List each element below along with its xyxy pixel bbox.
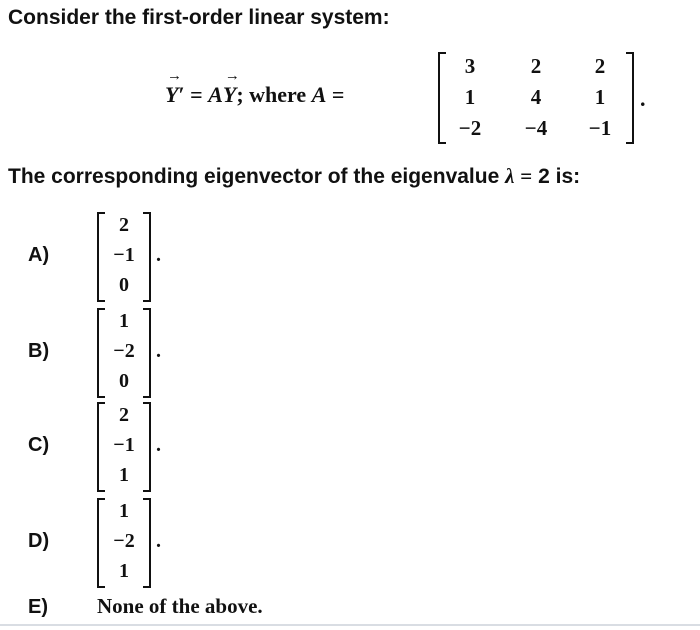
option-d-label[interactable]: D) — [28, 530, 50, 552]
vector-entry: −1 — [113, 434, 135, 456]
option-e-text[interactable]: None of the above. — [97, 594, 263, 618]
matrix-cell: 1 — [464, 85, 476, 109]
vector-entry: 1 — [119, 464, 129, 486]
option-a-vector[interactable] — [97, 212, 151, 302]
matrix-left-bracket — [438, 52, 446, 144]
matrix-cell: −1 — [588, 116, 612, 140]
vector-arrow-icon: → — [224, 68, 240, 84]
vector-entry: 1 — [119, 560, 129, 582]
lambda-symbol: λ — [505, 164, 515, 188]
option-d-period: . — [156, 530, 161, 552]
system-equation: → Y′ = A → Y; where A = — [165, 68, 345, 107]
vector-entry: 2 — [119, 404, 129, 426]
option-b-period: . — [156, 340, 161, 362]
vector-entry: 0 — [119, 274, 129, 296]
vector-entry: −2 — [113, 530, 135, 552]
vector-entry: 1 — [119, 310, 129, 332]
matrix-cell: 2 — [594, 54, 606, 78]
problem-intro: Consider the first-order linear system: — [8, 6, 390, 29]
vector-entry: 1 — [119, 500, 129, 522]
option-a-period: . — [156, 244, 161, 266]
vector-entry: 0 — [119, 370, 129, 392]
option-e-label[interactable]: E) — [28, 596, 48, 618]
vector-entry: −2 — [113, 340, 135, 362]
option-c-label[interactable]: C) — [28, 434, 50, 456]
matrix-cell: −2 — [458, 116, 482, 140]
vector-arrow-icon: → — [167, 68, 182, 84]
matrix-cell: 1 — [594, 85, 606, 109]
y-vector: → Y — [222, 68, 240, 107]
matrix-cell: 4 — [530, 85, 542, 109]
matrix-right-bracket — [626, 52, 634, 144]
vector-entry: −1 — [113, 244, 135, 266]
option-d-vector[interactable] — [97, 498, 151, 588]
matrix-cell: 3 — [464, 54, 476, 78]
option-a-label[interactable]: A) — [28, 244, 50, 266]
vector-entry: 2 — [119, 214, 129, 236]
question-text: The corresponding eigenvector of the eigenvalue λ = 2 is: — [8, 164, 581, 188]
coefficient-matrix — [438, 52, 634, 144]
option-b-label[interactable]: B) — [28, 340, 50, 362]
option-c-period: . — [156, 434, 161, 456]
matrix-cell: 2 — [530, 54, 542, 78]
matrix-cell: −4 — [524, 116, 548, 140]
bottom-divider — [0, 624, 700, 626]
y-prime-vector: → Y — [165, 68, 182, 107]
matrix-period: . — [640, 86, 646, 111]
option-c-vector[interactable] — [97, 402, 151, 492]
option-b-vector[interactable] — [97, 308, 151, 398]
